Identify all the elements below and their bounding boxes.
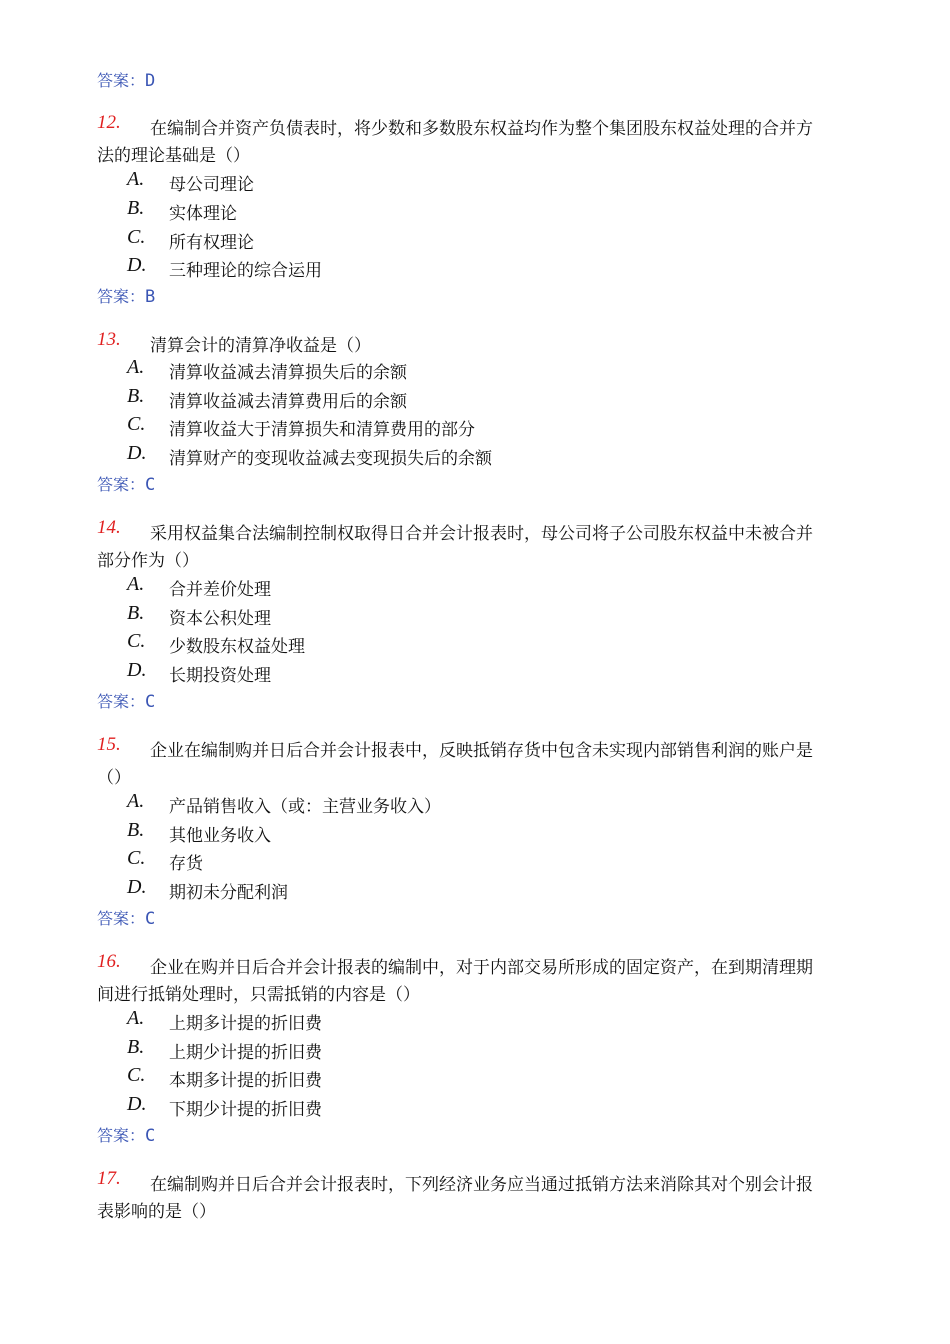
answer-label: 答案： xyxy=(97,909,146,928)
option-letter: A. xyxy=(127,1007,145,1029)
option-text: 清算财产的变现收益减去变现损失后的余额 xyxy=(169,449,492,469)
answer-label: 答案： xyxy=(97,71,146,90)
option-text: 产品销售收入（或：主营业务收入） xyxy=(169,797,441,817)
question-text-cont: 法的理论基础是（） xyxy=(97,146,250,166)
option-letter: A. xyxy=(127,573,145,595)
answer-11 xyxy=(97,68,155,91)
answer-value: D xyxy=(145,71,156,91)
answer-15 xyxy=(97,906,155,929)
question-number: 14. xyxy=(97,517,121,538)
option-text: 少数股东权益处理 xyxy=(169,637,305,657)
question-text-cont: （） xyxy=(97,768,131,788)
option-letter: D. xyxy=(127,1093,147,1115)
option-text: 上期多计提的折旧费 xyxy=(169,1014,322,1034)
option-letter: D. xyxy=(127,659,147,681)
question-text-cont: 部分作为（） xyxy=(97,551,199,571)
option-letter: D. xyxy=(127,254,147,276)
option-letter: C. xyxy=(127,1064,146,1086)
option-letter: C. xyxy=(127,847,146,869)
answer-12 xyxy=(97,284,155,307)
question-text: 采用权益集合法编制控制权取得日合并会计报表时，母公司将子公司股东权益中未被合并 xyxy=(150,524,813,544)
option-text: 清算收益减去清算费用后的余额 xyxy=(169,392,407,412)
answer-label: 答案： xyxy=(97,475,146,494)
option-text: 三种理论的综合运用 xyxy=(169,261,322,281)
question-text: 清算会计的清算净收益是（） xyxy=(150,336,371,356)
option-text: 本期多计提的折旧费 xyxy=(169,1071,322,1091)
option-text: 清算收益大于清算损失和清算费用的部分 xyxy=(169,420,475,440)
option-text: 长期投资处理 xyxy=(169,666,271,686)
answer-value: C xyxy=(145,909,156,929)
question-text-cont: 表影响的是（） xyxy=(97,1202,216,1222)
option-text: 实体理论 xyxy=(169,204,237,224)
question-text: 企业在购并日后合并会计报表的编制中，对于内部交易所形成的固定资产，在到期清理期 xyxy=(150,958,813,978)
option-letter: C. xyxy=(127,630,146,652)
answer-label: 答案： xyxy=(97,1126,146,1145)
answer-label: 答案： xyxy=(97,692,146,711)
option-text: 所有权理论 xyxy=(169,233,254,253)
option-letter: B. xyxy=(127,197,145,219)
question-number: 17. xyxy=(97,1168,121,1189)
option-letter: B. xyxy=(127,1036,145,1058)
option-letter: A. xyxy=(127,168,145,190)
option-letter: A. xyxy=(127,356,145,378)
option-text: 期初未分配利润 xyxy=(169,883,288,903)
option-text: 下期少计提的折旧费 xyxy=(169,1100,322,1120)
option-letter: D. xyxy=(127,876,147,898)
answer-value: C xyxy=(145,1126,156,1146)
answer-16 xyxy=(97,1123,155,1146)
question-number: 12. xyxy=(97,112,121,133)
question-number: 16. xyxy=(97,951,121,972)
option-text: 其他业务收入 xyxy=(169,826,271,846)
question-text: 在编制合并资产负债表时，将少数和多数股东权益均作为整个集团股东权益处理的合并方 xyxy=(150,119,813,139)
option-text: 上期少计提的折旧费 xyxy=(169,1043,322,1063)
option-letter: B. xyxy=(127,385,145,407)
answer-14 xyxy=(97,689,155,712)
option-letter: B. xyxy=(127,602,145,624)
answer-value: C xyxy=(145,475,156,495)
answer-value: C xyxy=(145,692,156,712)
option-text: 资本公积处理 xyxy=(169,609,271,629)
question-number: 15. xyxy=(97,734,121,755)
option-text: 母公司理论 xyxy=(169,175,254,195)
option-text: 合并差价处理 xyxy=(169,580,271,600)
question-text: 在编制购并日后合并会计报表时，下列经济业务应当通过抵销方法来消除其对个别会计报 xyxy=(150,1175,813,1195)
answer-value: B xyxy=(145,287,156,307)
option-text: 清算收益减去清算损失后的余额 xyxy=(169,363,407,383)
answer-label: 答案： xyxy=(97,287,146,306)
answer-13 xyxy=(97,472,155,495)
question-number: 13. xyxy=(97,329,121,350)
option-letter: D. xyxy=(127,442,147,464)
option-letter: A. xyxy=(127,790,145,812)
question-text: 企业在编制购并日后合并会计报表中，反映抵销存货中包含未实现内部销售利润的账户是 xyxy=(150,741,813,761)
option-letter: C. xyxy=(127,226,146,248)
option-text: 存货 xyxy=(169,854,203,874)
option-letter: B. xyxy=(127,819,145,841)
question-text-cont: 间进行抵销处理时，只需抵销的内容是（） xyxy=(97,985,420,1005)
option-letter: C. xyxy=(127,413,146,435)
